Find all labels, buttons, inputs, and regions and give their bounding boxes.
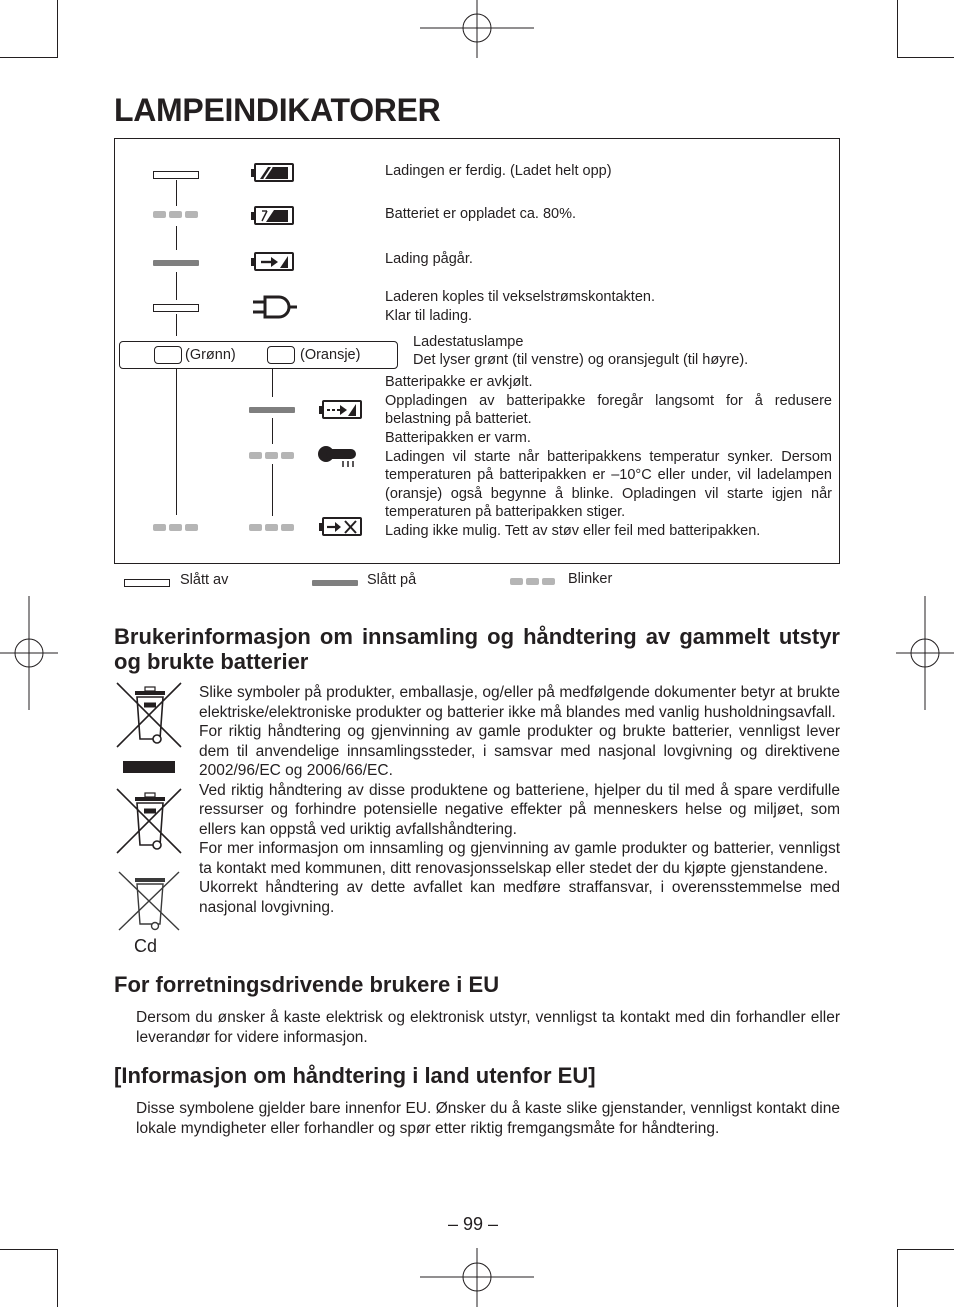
registration-mark-left [0,596,58,710]
black-bar [123,761,175,773]
battery-charging-icon [251,252,295,272]
lamp-on [249,407,295,413]
battery-error-icon [319,517,363,537]
orange-lamp [267,346,295,364]
lamp-blink [153,211,199,218]
green-lamp [154,346,182,364]
lamp-blink [153,524,199,531]
status-lamp-description: Det lyser grønt (til venstre) og oransjegult (til høyre). [413,352,749,368]
not-possible-text: Lading ikke mulig. Tett av støv eller feil med batteripakken. [385,523,761,539]
plug-icon [251,295,299,319]
status-lamp-title: Ladestatuslampe [413,334,524,350]
row-80-text: Batteriet er oppladet ca. 80%. [385,206,577,222]
lamp-blink [249,452,295,459]
thermometer-icon [317,443,361,469]
crossed-out-bin-cd-icon [117,870,183,932]
legend-off-label: Slått av [180,572,229,588]
page-number: – 99 – [448,1214,499,1234]
battery-cool-text: Batteripakke er avkjølt. Oppladingen av batteripakke foregår langsomt for å redusere belastning på batteriet. [385,374,832,427]
lamp-blink [249,524,295,531]
legend-on-label: Slått på [367,572,417,588]
legend-off-swatch [124,579,170,587]
battery-80-icon [251,206,295,226]
lamp-off [153,171,199,179]
page-title: LAMPEINDIKATORER [114,92,441,128]
lamp-on [153,260,199,266]
row-full-text: Ladingen er ferdig. (Ladet helt opp) [385,163,612,179]
battery-full-icon [251,163,295,183]
registration-mark-right [896,596,954,710]
orange-lamp-label: (Oransje) [300,347,361,363]
battery-warm-text: Batteripakken er varm. Ladingen vil starte når batteripakkens temperatur synker. Dersom temperaturen på batteripakken er –10°C eller under, vil ladelampen (oransje) også begynne å blinke. Opladingen vil starte igjen når temperaturen på batteripakken stiger. [385,430,832,520]
section-heading-non-eu: [Informasjon om håndtering i land utenfor EU] [114,1063,596,1088]
cd-label: Cd [134,936,158,956]
lamp-off [153,304,199,312]
row-plug-text: Laderen koples til vekselstrømskontakten. Klar til lading. [385,289,655,324]
battery-cooling-icon [319,400,363,420]
green-lamp-label: (Grønn) [185,347,236,363]
crossed-out-bin-icon [117,789,183,855]
legend-blink-swatch [510,578,556,585]
legend-blink-label: Blinker [568,571,613,587]
section-heading-disposal: Brukerinformasjon om innsamling og håndtering av gammelt utstyr og brukte batterier [114,624,840,674]
crossed-out-bin-icon [117,683,183,749]
non-eu-text: Disse symbolene gjelder bare innenfor EU. Ønsker du å kaste slike gjenstander, vennligst kontakt dine lokale myndigheter eller forhandler og spør etter riktig fremgangsmåte for håndtering. [136,1100,840,1137]
section-heading-business: For forretningsdrivende brukere i EU [114,972,500,997]
legend-on-swatch [312,580,358,586]
registration-mark-top [420,0,534,60]
business-text: Dersom du ønsker å kaste elektrisk og elektronisk utstyr, vennligst ta kontakt med din forhandler eller leverandør for videre informasjon. [136,1009,840,1046]
row-charging-text: Lading pågår. [385,251,473,267]
registration-mark-bottom [420,1248,534,1307]
disposal-paragraphs: Slike symboler på produkter, emballasje, og/eller på medfølgende dokumenter betyr at brukte elektriske/elektroniske produkter og batterier ikke må blandes med vanlig husholdningsavfall. For riktig håndtering og gjenvinning av gamle produkter og brukte batterier, vennligst lever dem til anvendelige innsamlingssteder, i samsvar med nasjonal lovgivning og direktivene 2002/96/EC og 2006/66/EC. Ved riktig håndtering av disse produktene og batteriene, hjelper du til med å spare verdifulle ressurser og forhindre potensielle negative effekter på menneskers helse og miljøet, som ellers kan oppstå ved uriktig avfallshåndtering. For mer informasjon om innsamling og gjenvinning av gamle produkter og batterier, vennligst ta kontakt med kommunen, ditt renovasjonsselskap eller stedet der du kjøpte gjenstandene. Ukorrekt håndtering av dette avfallet kan medføre straffansvar, i overensstemmelse med nasjonal lovgivning. [199,684,840,916]
